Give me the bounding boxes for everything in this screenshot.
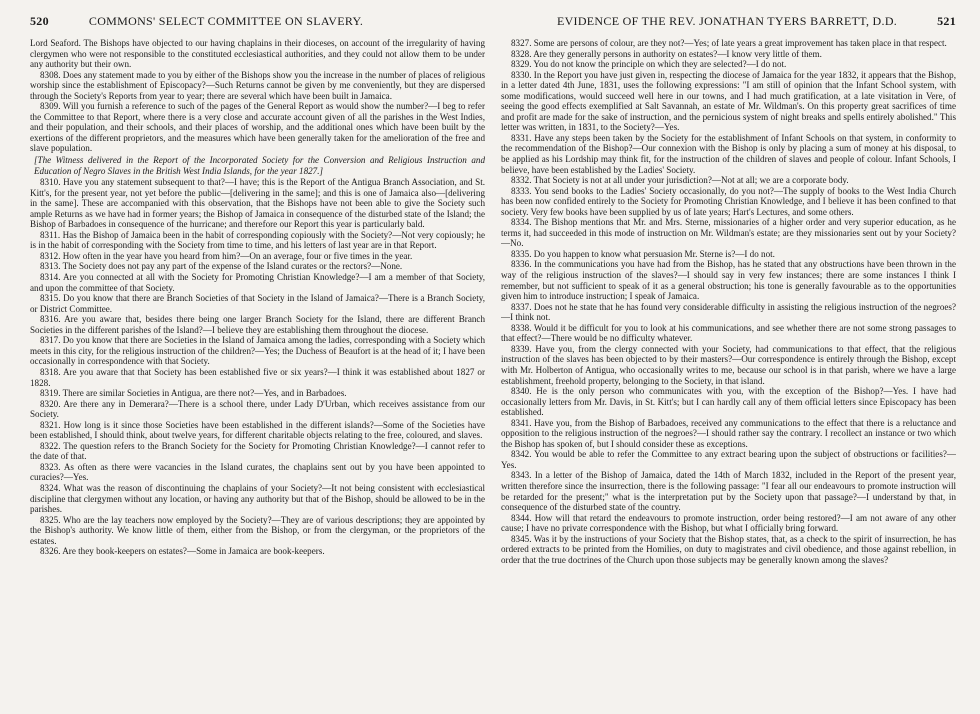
paragraph: 8343. In a letter of the Bishop of Jamaica, dated the 14th of March 1832, included in the Report of the present year, written therefore since the insurrection, there is the following passage: "I fear all our endeavours to promote instruction will be retarded for the present;" what is the interpretation put by the Society upon that passage?—I understand by that, in consequence of the disturbed state of the country. [501, 470, 956, 513]
paragraph: 8334. The Bishop mentions that Mr. and Mrs. Sterne, missionaries of a higher order and very superior education, as he terms it, had succeeded in this mode of instruction on Mr. Wildman's estate; are they missionaries sent out by your Society?—No. [501, 217, 956, 249]
paragraph: 8323. As often as there were vacancies in the Island curates, the chaplains sent out by you have been appointed to curacies?—Yes. [30, 461, 485, 483]
paragraph: 8313. The Society does not pay any part of the expense of the Island curates or the rectors?—None. [40, 261, 403, 272]
paragraph: 8324. What was the reason of discontinuing the chaplains of your Society?—It not being consistent with ecclesiastical discipline that clergymen without any location, or having any authority but that of the Bishop, should be allowed to be in the parishes. [30, 482, 485, 515]
right-running-head [557, 14, 956, 29]
text-columns [30, 38, 956, 714]
paragraph: 8326. Are they book-keepers on estates?—Some in Jamaica are book-keepers. [40, 546, 325, 557]
paragraph: 8344. How will that retard the endeavours to promote instruction, order being restored?—I am not aware of any other cause; I have no private correspondence with the Bishop, but what I officially bring forward. [501, 512, 956, 534]
left-running-title: COMMONS' SELECT COMMITTEE ON SLAVERY. [88, 14, 364, 28]
paragraph: 8341. Have you, from the Bishop of Barbadoes, received any communications to the effect that there is a reluctance and opposition to the religious instruction of the negroes?—I should rather say the contrary. I recollect an instance or two which the Bishop has spoken of, but I should consider these as exceptions. [501, 417, 956, 449]
paragraph: 8325. Who are the lay teachers now employed by the Society?—They are of various descriptions; they are appointed by the Bishop's authority. We know little of them, either from the Bishop, or from the clergyman, or the proprietors of the estates. [30, 514, 485, 546]
paragraph: 8332. That Society is not at all under your jurisdiction?—Not at all; we are a corporate body. [511, 175, 849, 186]
right-column [501, 38, 956, 714]
right-running-title: EVIDENCE OF THE REV. JONATHAN TYERS BARRETT, D.D. [556, 14, 898, 28]
paragraph: 8314. Are you connected at all with the Society for Promoting Christian Knowledge?—I am a member of that Society, and upon the committee of that Society. [30, 272, 485, 293]
right-page-number: 521 [937, 14, 956, 28]
paragraph: 8336. In the communications you have had from the Bishop, has he stated that any obstructions have been thrown in the way of the religious instruction of the slaves?—I should say in very few instances; there are some instances I think I remember, but not sufficient to speak of it as a general obstruction; his tone is generally favourable as to the opportunities given him to introduce instruction; I speak of Jamaica. [501, 259, 956, 302]
paragraph: 8331. Have any steps been taken by the Society for the establishment of Infant Schools on that system, in conformity to the recommendation of the Bishop?—Our connexion with the Bishop is only by placing a sum of money at his disposal, to be applied as his Lordship may think fit, for the instruction of the children of slaves and people of colour. Infant Schools, I believe, have been established by the Ladies' Society. [501, 132, 956, 175]
paragraph: 8309. Will you furnish a reference to such of the pages of the General Report as would show the number?—I beg to refer the Committee to that Report, where there is a very close and accurate account given of all the parishes in the West Indies, and their population, and their schools, and their places of worship, and the additional ones which have been built by the exertions of the different proprietors, and the measures which have been generally taken for the amelioration of the free and slave population. [30, 101, 485, 154]
paragraph: 8327. Some are persons of colour, are they not?—Yes; of late years a great improvement has taken place in that respect. [511, 38, 947, 48]
paragraph: 8317. Do you know that there are Societies in the Island of Jamaica among the ladies, corresponding with a Society which meets in this city, for the religious instruction of the children?—Yes; the Duchess of Beaufort is at the head of it; I have been occasionally in correspondence with that Society. [30, 335, 485, 367]
paragraph: 8328. Are they generally persons in authority on estates?—I know very little of them. [511, 48, 822, 59]
left-running-head [30, 14, 363, 29]
paragraph: 8335. Do you happen to know what persuasion Mr. Sterne is?—I do not. [511, 248, 775, 259]
paragraph: 8310. Have you any statement subsequent to that?—I have; this is the Report of the Antigua Branch Association, and St. Kitt's, for the present year, not yet before the public—[delivering in the same]; and this is one of Jamaica also—[delivering in the same]. These are accompanied with this observation, that the Bishops have not been able to give the Society such ample Returns as we have had in former years; the Bishop of Jamaica in consequence of the disturbed state of the Island; the Bishop of Barbadoes in consequence of the hurricane; and therefore our Report this year is particularly bald. [30, 177, 485, 230]
paragraph: 8342. You would be able to refer the Committee to any extract bearing upon the subject of obstructions or facilities?—Yes. [501, 449, 956, 470]
paragraph: 8320. Are there any in Demerara?—There is a school there, under Lady D'Urban, which receives assistance from our Society. [30, 398, 485, 420]
paragraph: 8316. Are you aware that, besides there being one larger Branch Society for the Island, there are different Branch Societies in the different parishes of the Island?—I believe they are establishing them throughout the diocese. [30, 314, 485, 335]
paragraph: 8333. You send books to the Ladies' Society occasionally, do you not?—The supply of books to the West India Church has been now confided entirely to the Society for Promoting Christian Knowledge, and I believe it has been confined to that society. Very few books have been supplied by us of late years; Hart's Lectures, and some others. [501, 185, 956, 217]
paragraph: 8322. The question refers to the Branch Society for the Society for Promoting Christian Knowledge?—I cannot refer to the date of that. [30, 440, 485, 462]
left-column [30, 38, 485, 714]
paragraph: 8337. Does not he state that he has found very considerable difficulty in assisting the religious instruction of the negroes?—I think not. [501, 301, 956, 323]
paragraph: 8318. Are you aware that that Society has been established five or six years?—I think it was established about 1827 or 1828. [30, 366, 485, 388]
paragraph: 8329. You do not know the principle on which they are selected?—I do not. [511, 59, 787, 70]
paragraph: 8319. There are similar Societies in Antigua, are there not?—Yes, and in Barbadoes. [40, 388, 347, 399]
page-header [30, 14, 956, 32]
paragraph: 8330. In the Report you have just given in, respecting the diocese of Jamaica for the year 1832, it appears that the Bishop, in a letter dated 4th June, 1831, uses the following expressions: "I am still of opinion that the Infant School system, with some modifications, would succeed well here in our towns, and I had much gratification, at a late visitation in Vere, of seeing the good effects exemplified at Salt Savannah, an estate of Mr. Wildman's. On this property great sacrifices of time and profit are made for the sake of instruction, and the pernicious system of night breaks and spells entirely abolished." This letter was written, in 1831, to the Society?—Yes. [501, 69, 956, 133]
paragraph: 8340. He is the only person who communicates with you, with the exception of the Bishop?—Yes. I have had occasionally letters from Mr. Davis, in St. Kitt's; but I can hardly call any of them official letters since Episcopacy has been established. [501, 386, 956, 418]
left-page-number: 520 [30, 14, 49, 28]
paragraph: Lord Seaford. The Bishops have objected to our having chaplains in their dioceses, on account of the irregularity of having clergymen who were not responsible to the constituted ecclesiastical authorities, and they could not allow them to be under any authority but their own. [30, 38, 485, 70]
paragraph: 8315. Do you know that there are Branch Societies of that Society in the Island of Jamaica?—There is a Branch Society, or District Committee. [30, 293, 485, 314]
paragraph: 8338. Would it be difficult for you to look at his communications, and see whether there are not some strong passages to that effect?—There would be no difficulty whatever. [501, 322, 956, 344]
paragraph: 8308. Does any statement made to you by either of the Bishops show you the increase in the number of places of religious worship since the establishment of Episcopacy?—Such Returns cannot be given by me conveniently, but they are dispersed through the Society's Reports from year to year; there are several which have been built in Jamaica. [30, 69, 485, 101]
paragraph: 8311. Has the Bishop of Jamaica been in the habit of corresponding copiously with the Society?—Not very copiously; he is in the habit of corresponding with the Society from time to time, and his letters of last year are in that Report. [30, 229, 485, 251]
paragraph: 8312. How often in the year have you heard from him?—On an average, four or five times in the year. [40, 250, 413, 261]
paragraph: 8339. Have you, from the clergy connected with your Society, had communications to that effect, that the religious instruction of the slaves has been objected to by their masters?—Our correspondence is entirely through the Bishop, except with Mr. Holberton of Antigua, who occasionally writes to me, because our school is in that parish, where we have a large establishment, freehold property, belonging to the Society, in that island. [501, 343, 956, 386]
paragraph: 8321. How long is it since those Societies have been established in the different islands?—Some of the Societies have been established, I should think, about twelve years, for different charitable objects relating to the free, coloured, and slaves. [30, 419, 485, 441]
paragraph: 8345. Was it by the instructions of your Society that the Bishop states, that, as a check to the spirit of insurrection, he has ordered extracts to be printed from the Homilies, on duty to magistrates and civil obedience, and those against rebellion, in order that the true doctrines of the Church upon those subjects may be generally known among the slaves? [501, 533, 956, 565]
paragraph: [The Witness delivered in the Report of the Incorporated Society for the Conversion and Religious Instruction and Education of Negro Slaves in the British West India Islands, for the year 1827.] [34, 155, 485, 176]
